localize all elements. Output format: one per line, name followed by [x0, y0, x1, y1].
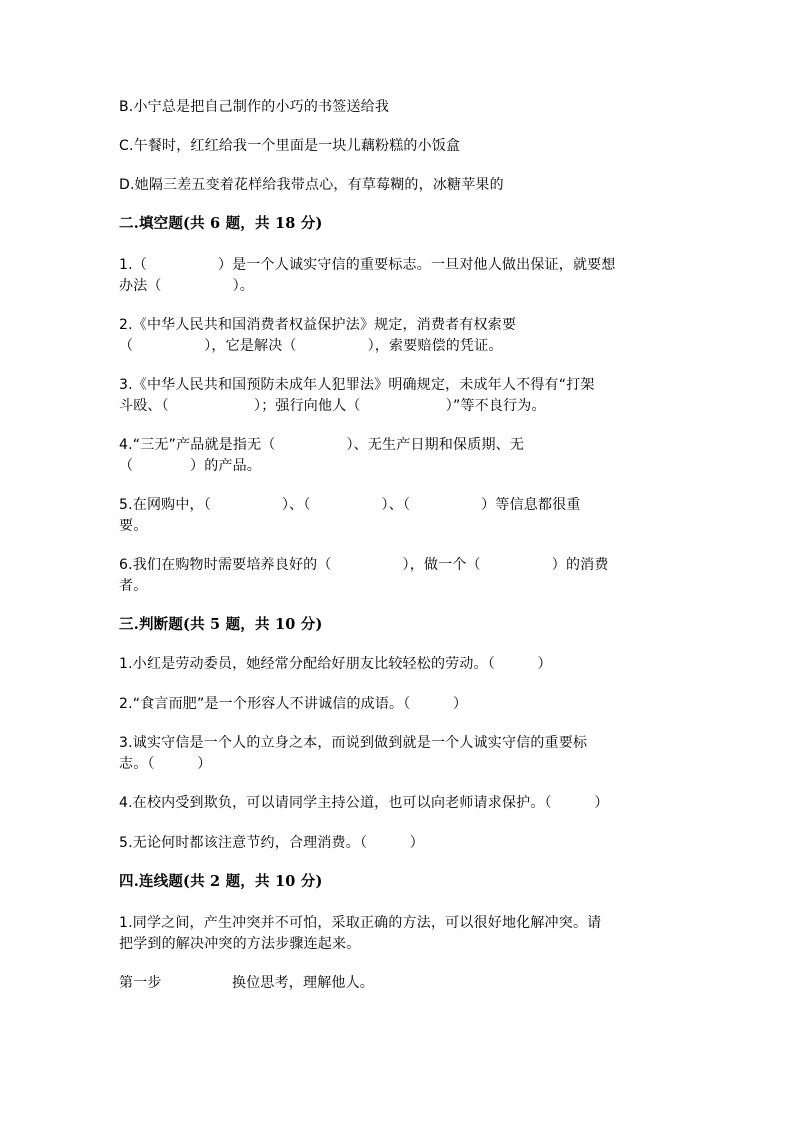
s4-q1-line2: 把学到的解决冲突的方法步骤连起来。 [119, 936, 361, 952]
s3-q1: 1.小红是劳动委员，她经常分配给好朋友比较轻松的劳动。（ ） [119, 656, 552, 672]
step-label: 第一步 [119, 975, 162, 991]
section4-heading: 四.连线题(共 2 题，共 10 分) [119, 873, 323, 890]
s4-q1-line1: 1.同学之间，产生冲突并不可怕，采取正确的方法，可以很好地化解冲突。请 [119, 915, 602, 931]
s2-q2-line2: （ ），它是解决（ ），索要赔偿的凭证。 [119, 338, 503, 354]
section2-heading: 二.填空题(共 6 题，共 18 分) [119, 215, 323, 232]
option-d: D.她隔三差五变着花样给我带点心，有草莓糊的，冰糖苹果的 [119, 177, 504, 193]
s2-q4-line1: 4.“三无”产品就是指无（ ）、无生产日期和保质期、无 [119, 437, 525, 453]
s3-q5: 5.无论何时都该注意节约，合理消费。（ ） [119, 835, 424, 851]
matching-row-1 [119, 973, 519, 993]
s3-q2: 2.“食言而肥”是一个形容人不讲诚信的成语。（ ） [119, 696, 468, 712]
s2-q3-line1: 3.《中华人民共和国预防未成年人犯罪法》明确规定，未成年人不得有“打架 [119, 377, 595, 393]
s2-q1-line1: 1.（ ）是一个人诚实守信的重要标志。一旦对他人做出保证，就要想 [119, 257, 616, 273]
option-c: C.午餐时，红红给我一个里面是一块儿藕粉糕的小饭盒 [119, 138, 461, 154]
step-text: 换位思考，理解他人。 [232, 975, 374, 991]
section3-heading: 三.判断题(共 5 题，共 10 分) [119, 616, 323, 633]
s2-q6-line2: 者。 [119, 578, 148, 594]
s3-q3-line1: 3.诚实守信是一个人的立身之本，而说到做到就是一个人诚实守信的重要标 [119, 735, 588, 751]
s2-q4-line2: （ ）的产品。 [119, 458, 261, 474]
s2-q2-line1: 2.《中华人民共和国消费者权益保护法》规定，消费者有权索要 [119, 317, 517, 333]
s2-q5-line1: 5.在网购中，（ ）、（ ）、（ ）等信息都很重 [119, 497, 581, 513]
option-b: B.小宁总是把自己制作的小巧的书签送给我 [119, 99, 390, 115]
s2-q1-line2: 办法（ ）。 [119, 278, 254, 294]
s3-q3-line2: 志。（ ） [119, 756, 212, 772]
s3-q4: 4.在校内受到欺负，可以请同学主持公道，也可以向老师请求保护。（ ） [119, 795, 609, 811]
s2-q5-line2: 要。 [119, 518, 148, 534]
s2-q3-line2: 斗殴、（ ）；强行向他人（ ）”等不良行为。 [119, 398, 546, 414]
s2-q6-line1: 6.我们在购物时需要培养良好的（ ），做一个（ ）的消费 [119, 557, 609, 573]
